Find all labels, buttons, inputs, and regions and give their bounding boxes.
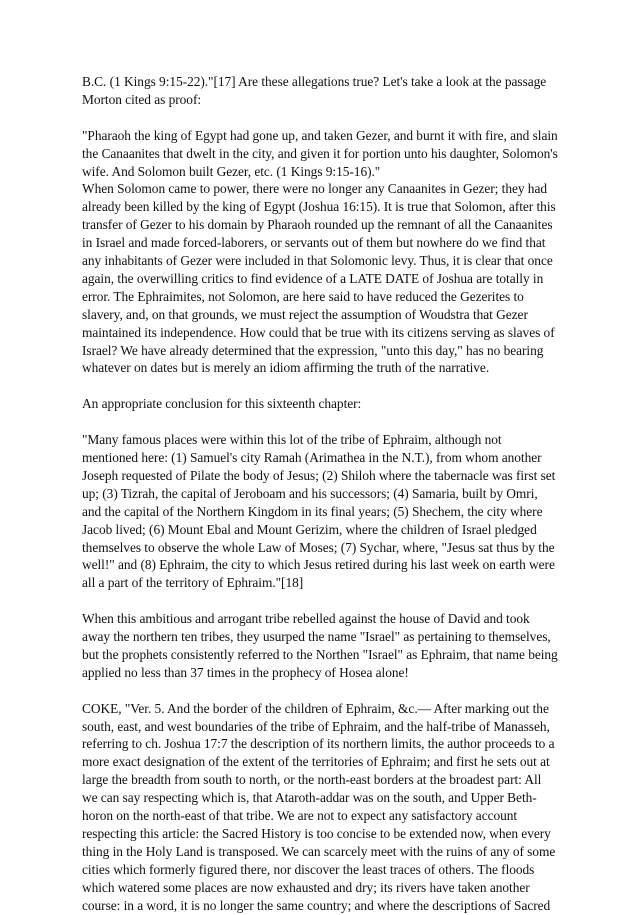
text-line: transfer of Gezer to his domain by Pharaoh rounded up the remnant of all the Canaanites <box>82 217 553 233</box>
text-line: we can say respecting which is, that Ataroth-addar was on the south, and Upper Beth- <box>82 790 537 806</box>
paragraph-coke-commentary <box>82 700 554 915</box>
text-line: thing in the Holy Land is transposed. We can scarcely meet with the ruins of any of some <box>82 843 556 859</box>
text-line: all a part of the territory of Ephraim."[18] <box>82 575 304 591</box>
text-line: Israel? We have already determined that the expression, "unto this day," has no bearing <box>82 342 544 358</box>
paragraph-famous-places-quote <box>82 431 554 592</box>
text-line: "Many famous places were within this lot of the tribe of Ephraim, although not <box>82 432 502 448</box>
text-line: Jacob lived; (6) Mount Ebal and Mount Gerizim, where the children of Israel pledged <box>82 521 537 537</box>
text-line: error. The Ephraimites, not Solomon, are here said to have reduced the Gezerites to <box>82 288 524 304</box>
text-line: up; (3) Tizrah, the capital of Jeroboam and his successors; (4) Samaria, built by Omri, <box>82 485 538 501</box>
paragraph-morton-intro <box>82 73 554 109</box>
text-line: When Solomon came to power, there were no longer any Canaanites in Gezer; they had <box>82 181 547 197</box>
text-line: Joseph requested of Pilate the body of Jesus; (2) Shiloh where the tabernacle was first set <box>82 467 556 483</box>
text-line: referring to ch. Joshua 17:7 the description of its northern limits, the author proceeds to a <box>82 736 555 752</box>
text-line: slavery, and, on that grounds, we must reject the assumption of Woudstra that Gezer <box>82 306 528 322</box>
text-line: Morton cited as proof: <box>82 91 202 107</box>
text-line: mentioned here: (1) Samuel's city Ramah (Arimathea in the N.T.), from whom another <box>82 449 542 465</box>
text-line: but the prophets consistently referred to the Northen "Israel" as Ephraim, that name being <box>82 646 558 662</box>
text-line: south, east, and west boundaries of the tribe of Ephraim, and the half-tribe of Manasseh, <box>82 718 550 734</box>
text-line: the Canaanites that dwelt in the city, and given it for portion unto his daughter, Solomon's <box>82 145 558 161</box>
body-text <box>82 73 558 915</box>
paragraph-conclusion-intro <box>82 395 554 413</box>
text-line: and the capital of the Northern Kingdom in its final years; (5) Shechem, the city where <box>82 503 543 519</box>
text-line: cities which formerly figured there, nor discover the least traces of others. The floods <box>82 861 535 877</box>
text-line: more exact designation of the extent of the territories of Ephraim; and first he sets out at <box>82 754 550 770</box>
text-line: well!" and (8) Ephraim, the city to which Jesus retired during his last week on earth were <box>82 557 555 573</box>
text-line: whatever on dates but is merely an idiom affirming the truth of the narrative. <box>82 360 490 376</box>
text-line: wife. And Solomon built Gezer, etc. (1 Kings 9:15-16)." <box>82 163 381 179</box>
text-line: themselves to observe the whole Law of Moses; (7) Sychar, where, "Jesus sat thus by the <box>82 539 555 555</box>
text-line: maintained its independence. How could that be true with its citizens serving as slaves of <box>82 324 555 340</box>
text-line: in Israel and made forced-laborers, or servants out of them but nowhere do we find that <box>82 235 546 251</box>
text-line: "Pharaoh the king of Egypt had gone up, and taken Gezer, and burnt it with fire, and slain <box>82 127 558 143</box>
text-line: COKE, "Ver. 5. And the border of the children of Ephraim, &c.— After marking out the <box>82 700 549 716</box>
text-line: course: in a word, it is no longer the same country; and where the descriptions of Sacred <box>82 897 551 913</box>
text-line: applied no less than 37 times in the prophecy of Hosea alone! <box>82 664 409 680</box>
text-line: already been killed by the king of Egypt (Joshua 16:15). It is true that Solomon, after this <box>82 199 556 215</box>
paragraph-ephraim-israel <box>82 610 558 682</box>
text-line: respecting this article: the Sacred History is too concise to be extended now, when every <box>82 825 551 841</box>
text-line: large the breadth from south to north, or the north-east borders at the broadest part: All <box>82 772 542 788</box>
text-line: When this ambitious and arrogant tribe rebelled against the house of David and took <box>82 611 530 627</box>
text-line: horon on the north-east of that tribe. We are not to expect any satisfactory account <box>82 808 518 824</box>
paragraph-kings-quote <box>82 127 558 181</box>
text-line: away the northern ten tribes, they usurped the name "Israel" as pertaining to themselves, <box>82 629 551 645</box>
text-line: B.C. (1 Kings 9:15-22)."[17] Are these allegations true? Let's take a look at the passage <box>82 74 547 89</box>
text-line: which watered some places are now exhausted and dry; its rivers have taken another <box>82 879 530 895</box>
text-line: An appropriate conclusion for this sixteenth chapter: <box>82 396 362 412</box>
text-line: any inhabitants of Gezer were included in that Solomonic levy. Thus, it is clear that once <box>82 253 553 269</box>
paragraph-solomon-gezer <box>82 180 554 377</box>
text-line: again, the overwilling critics to find evidence of a LATE DATE of Joshua are totally in <box>82 270 544 286</box>
